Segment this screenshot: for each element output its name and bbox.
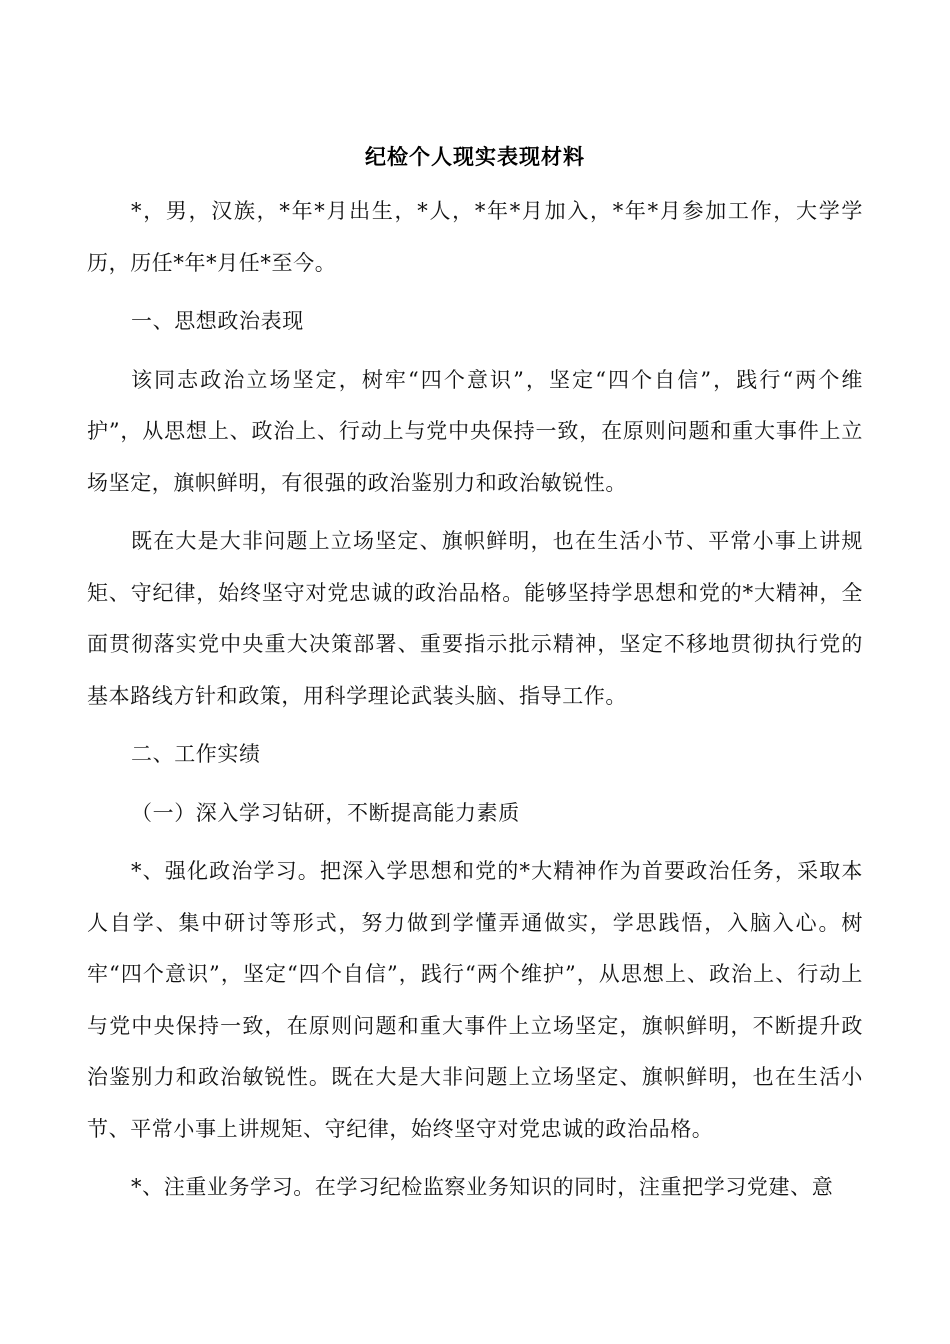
paragraph-business-study: *、注重业务学习。在学习纪检监察业务知识的同时，注重把学习党建、意 (131, 1175, 834, 1199)
section-heading-achievements: 二、工作实绩 (131, 742, 261, 766)
section-heading-political: 一、思想政治表现 (131, 309, 304, 333)
subsection-heading-study: （一）深入学习钻研，不断提高能力素质 (131, 800, 520, 825)
document-body (87, 186, 863, 1221)
paragraph-political-stance: 该同志政治立场坚定，树牢“四个意识”，坚定“四个自信”，践行“两个维护”，从思想上、政治上、行动上与党中央保持一致，在原则问题和重大事件上立场坚定，旗帜鲜明，有很强的政治鉴别力和政治敏锐性。 (87, 367, 863, 495)
paragraph-political-study: *、强化政治学习。把深入学思想和党的*大精神作为首要政治任务，采取本人自学、集中研讨等形式，努力做到学懂弄通做实，学思践悟，入脑入心。树牢“四个意识”，坚定“四个自信”，践行“两个维护”，从思想上、政治上、行动上与党中央保持一致，在原则问题和重大事件上立场坚定，旗帜鲜明，不断提升政治鉴别力和政治敏锐性。既在大是大非问题上立场坚定、旗帜鲜明，也在生活小节、平常小事上讲规矩、守纪律，始终坚守对党忠诚的政治品格。 (87, 859, 863, 1141)
paragraph-political-discipline: 既在大是大非问题上立场坚定、旗帜鲜明，也在生活小节、平常小事上讲规矩、守纪律，始终坚守对党忠诚的政治品格。能够坚持学思想和党的*大精神，全面贯彻落实党中央重大决策部署、重要指示批示精神，坚定不移地贯彻执行党的基本路线方针和政策，用科学理论武装头脑、指导工作。 (87, 529, 863, 708)
paragraph-personal-info: *，男，汉族，*年*月出生，*人，*年*月加入，*年*月参加工作，大学学历，历任*年*月任*至今。 (87, 199, 863, 275)
document-title: 纪检个人现实表现材料 (365, 144, 585, 169)
